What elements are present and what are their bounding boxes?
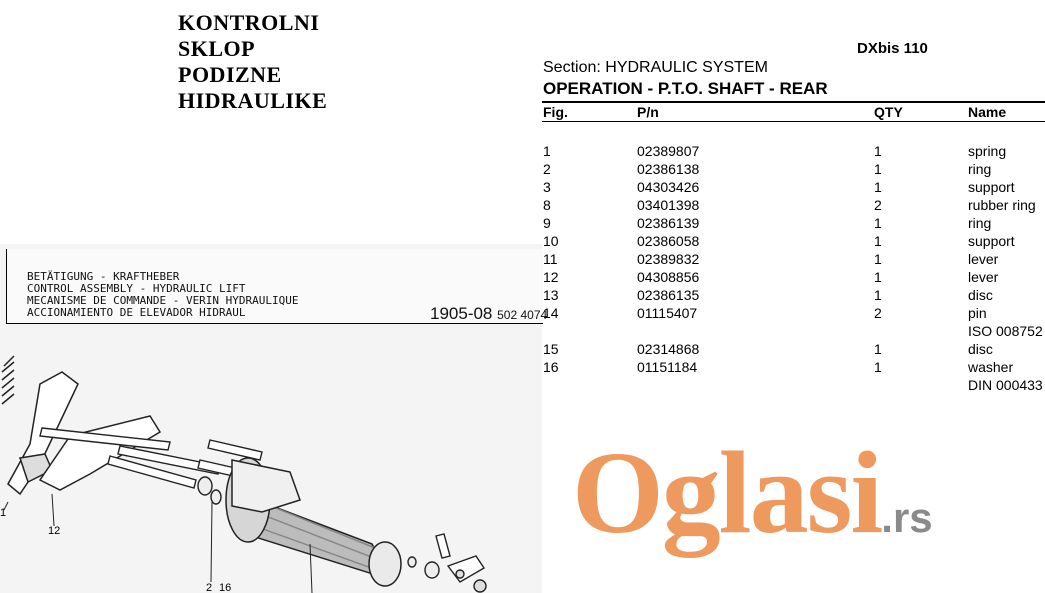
name-cell: pin (968, 305, 987, 321)
name-cell: disc (968, 287, 993, 303)
callout-1: 1 (0, 507, 7, 519)
qty-cell: 1 (874, 251, 882, 267)
caption-line: CONTROL ASSEMBLY - HYDRAULIC LIFT (27, 282, 246, 295)
column-header-qty: QTY (874, 104, 903, 120)
operation-title: OPERATION - P.T.O. SHAFT - REAR (543, 79, 828, 98)
title-line: PODIZNE (178, 62, 282, 87)
fig-cell: 2 (543, 161, 551, 177)
name-standard-cell: ISO 008752 (968, 323, 1043, 339)
pin-illustration (436, 534, 486, 592)
qty-cell: 1 (874, 287, 882, 303)
qty-cell: 2 (874, 305, 882, 321)
part-number-cell: 02386139 (637, 215, 700, 231)
name-cell: support (968, 233, 1015, 249)
parts-row (543, 196, 1045, 214)
parts-row (543, 160, 1045, 178)
qty-cell: 1 (874, 161, 882, 177)
caption-line: BETÄTIGUNG - KRAFTHEBER (27, 270, 180, 283)
part-number-cell: 01115407 (637, 305, 698, 321)
name-cell: ring (968, 161, 992, 177)
qty-cell: 1 (874, 143, 882, 159)
part-number-cell: 03401398 (637, 197, 700, 213)
logo-brand: Oglasi (572, 427, 882, 558)
fig-cell: 12 (543, 269, 559, 285)
part-number-cell: 02386135 (637, 287, 700, 303)
qty-cell: 1 (874, 233, 882, 249)
name-cell: washer (968, 359, 1014, 375)
part-number-cell: 02389807 (637, 143, 700, 159)
caption-line: ACCIONAMIENTO DE ELEVADOR HIDRAUL (27, 306, 246, 319)
fig-cell: 14 (543, 305, 559, 321)
parts-row (543, 142, 1045, 160)
drawing-number-main: 1905-08 (430, 304, 493, 323)
fig-cell: 13 (543, 287, 559, 303)
flange-illustration (232, 460, 300, 512)
column-header-name: Name (968, 104, 1007, 120)
parts-row (543, 304, 1045, 340)
qty-cell: 1 (874, 269, 882, 285)
name-cell: spring (968, 143, 1007, 159)
part-number-cell: 02314868 (637, 341, 700, 357)
parts-row (543, 358, 1045, 394)
spring-illustration (2, 356, 14, 404)
part-number-cell: 04308856 (637, 269, 700, 285)
qty-cell: 1 (874, 359, 882, 375)
parts-drawing (0, 244, 548, 593)
fig-cell: 9 (543, 215, 551, 231)
name-cell: ring (968, 215, 992, 231)
exploded-view-illustration (0, 244, 542, 593)
callout-16: 16 (219, 582, 232, 593)
croatian-title (178, 10, 327, 114)
parts-list (543, 142, 1045, 394)
fig-cell: 3 (543, 179, 551, 195)
name-standard-cell: DIN 000433 (968, 377, 1043, 393)
parts-row (543, 178, 1045, 196)
parts-row (543, 340, 1045, 358)
parts-row (543, 286, 1045, 304)
fig-cell: 16 (543, 359, 559, 375)
parts-row (543, 268, 1045, 286)
column-header-pn: P/n (637, 104, 659, 120)
part-number-cell: 02389832 (637, 251, 700, 267)
parts-row (543, 250, 1045, 268)
logo-tld: .rs (881, 494, 933, 541)
name-cell: disc (968, 341, 993, 357)
callout-2: 2 (206, 582, 213, 593)
qty-cell: 1 (874, 215, 882, 231)
drawing-code: 502 4074 (497, 308, 548, 322)
name-cell: lever (968, 269, 999, 285)
model-name: DXbis 110 (857, 40, 928, 57)
part-number-cell: 04303426 (637, 179, 700, 195)
name-cell: support (968, 179, 1015, 195)
callout-12: 12 (48, 525, 61, 537)
name-cell: lever (968, 251, 999, 267)
title-line: HIDRAULIKE (178, 88, 328, 113)
title-line: KONTROLNI (178, 10, 320, 35)
parts-row (543, 232, 1045, 250)
title-line: SKLOP (178, 36, 256, 61)
fig-cell: 1 (543, 143, 551, 159)
name-cell: rubber ring (968, 197, 1036, 213)
fig-cell: 11 (543, 251, 558, 267)
header-rule (542, 101, 1045, 103)
part-number-cell: 02386138 (637, 161, 700, 177)
oglasi-watermark-logo (572, 427, 933, 577)
qty-cell: 1 (874, 179, 882, 195)
fig-cell: 15 (543, 341, 559, 357)
section-label: Section: HYDRAULIC SYSTEM (543, 59, 768, 76)
column-header-fig: Fig. (543, 104, 568, 120)
header-underline (542, 121, 1045, 122)
parts-row (543, 214, 1045, 232)
caption-line: MECANISME DE COMMANDE - VERIN HYDRAULIQUE (27, 294, 299, 307)
qty-cell: 2 (874, 197, 882, 213)
fig-cell: 8 (543, 197, 551, 213)
part-number-cell: 01151184 (637, 359, 698, 375)
qty-cell: 1 (874, 341, 882, 357)
fig-cell: 10 (543, 233, 559, 249)
part-number-cell: 02386058 (637, 233, 700, 249)
